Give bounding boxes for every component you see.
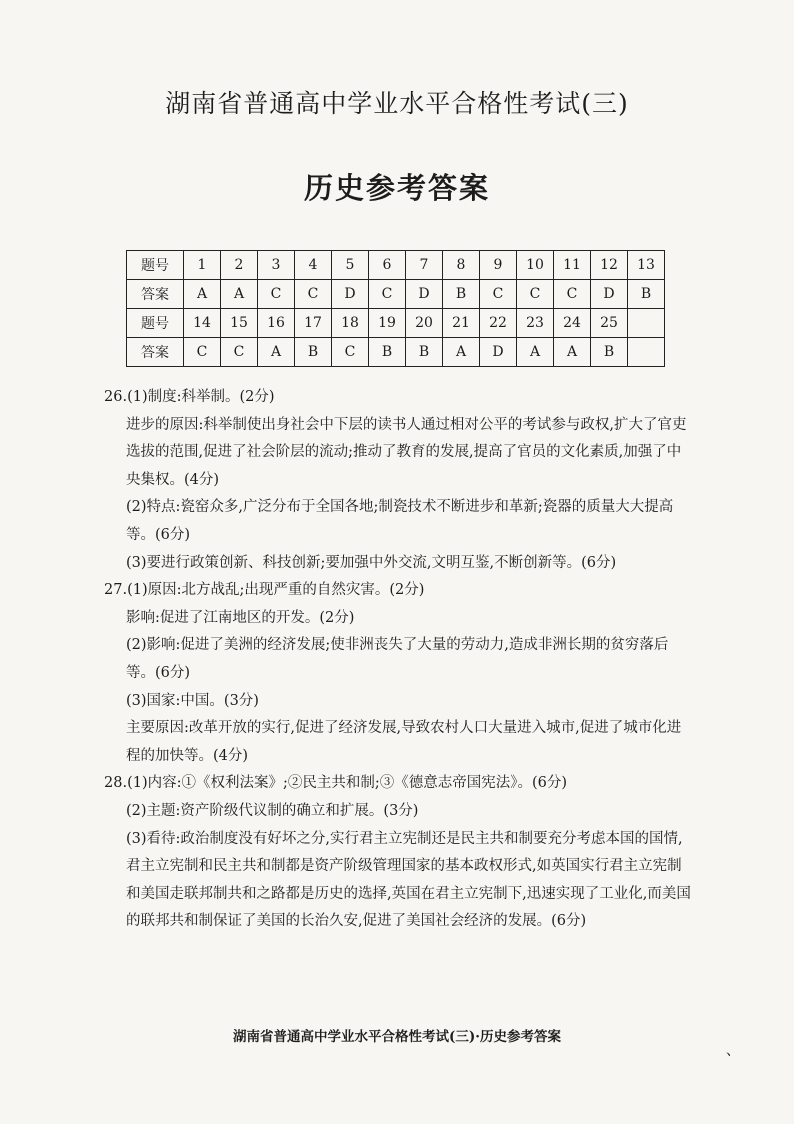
answer-text: 影响:促进了江南地区的开发。(2分) <box>126 609 355 626</box>
table-cell: B <box>406 338 443 367</box>
answer-paragraph <box>104 770 694 798</box>
table-cell: 4 <box>295 251 332 280</box>
answer-paragraph <box>126 826 694 936</box>
answer-paragraph <box>126 605 694 633</box>
answer-text: (1)制度:科举制。(2分) <box>127 389 275 405</box>
table-cell: B <box>369 338 406 367</box>
answer-paragraph <box>126 688 694 716</box>
table-cell: 15 <box>221 309 258 338</box>
question-block <box>104 577 694 770</box>
row-header: 答案 <box>127 338 184 367</box>
table-cell: C <box>295 280 332 309</box>
table-row <box>127 338 665 367</box>
table-cell: A <box>443 338 480 367</box>
table-cell: C <box>480 280 517 309</box>
answer-body <box>104 384 694 936</box>
table-cell: 2 <box>221 251 258 280</box>
table-cell: 19 <box>369 309 406 338</box>
table-cell: B <box>443 280 480 309</box>
table-cell: 5 <box>332 251 369 280</box>
table-cell: D <box>480 338 517 367</box>
table-cell: D <box>406 280 443 309</box>
table-cell: 21 <box>443 309 480 338</box>
exam-title: 湖南省普通高中学业水平合格性考试(三) <box>165 89 629 118</box>
table-cell: A <box>184 280 221 309</box>
page-footer: 湖南省普通高中学业水平合格性考试(三)·历史参考答案 <box>233 1029 561 1045</box>
answer-text: 主要原因:改革开放的实行,促进了经济发展,导致农村人口大量进入城市,促进了城市化进程的加快等。(4分) <box>126 720 682 764</box>
table-cell: 9 <box>480 251 517 280</box>
table-cell: 24 <box>554 309 591 338</box>
question-number: 27. <box>104 582 128 599</box>
table-cell: C <box>258 280 295 309</box>
answer-paragraph <box>126 494 694 549</box>
table-cell: C <box>332 338 369 367</box>
table-cell: 3 <box>258 251 295 280</box>
table-cell: A <box>517 338 554 367</box>
row-header: 题号 <box>127 251 184 280</box>
table-cell: B <box>295 338 332 367</box>
table-cell: 1 <box>184 251 221 280</box>
answer-text: (1)内容:①《权利法案》;②民主共和制;③《德意志帝国宪法》。(6分) <box>127 775 568 792</box>
table-cell: C <box>221 338 258 367</box>
question-block <box>104 384 694 577</box>
answer-paragraph <box>126 550 694 578</box>
table-row <box>127 280 665 309</box>
table-cell: B <box>591 338 628 367</box>
table-cell: C <box>517 280 554 309</box>
answer-paragraph <box>126 798 694 826</box>
table-cell: 12 <box>591 251 628 280</box>
answer-text: (3)看待:政治制度没有好坏之分,实行君主立宪制还是民主共和制要充分考虑本国的国情,君主立宪制和民主共和制都是资产阶级管理国家的基本政权形式,如英国实行君主立宪制和美国走联邦制共和之路都是历史的选择,英国在君主立宪制下,迅速实现了工业化,而美国的联邦共和制保证了美国的长治久安,促进了美国社会经济的发展。(6分) <box>126 830 691 930</box>
table-cell: 16 <box>258 309 295 338</box>
corner-mark: 、 <box>726 1043 740 1059</box>
table-cell: A <box>554 338 591 367</box>
answer-text: 进步的原因:科举制使出身社会中下层的读书人通过相对公平的考试参与政权,扩大了官吏选拔的范围,促进了社会阶层的流动;推动了教育的发展,提高了官员的文化素质,加强了中央集权。(4分) <box>126 416 687 488</box>
question-number: 28. <box>104 775 128 792</box>
table-cell: 6 <box>369 251 406 280</box>
table-cell: A <box>221 280 258 309</box>
answer-text: (2)影响:促进了美洲的经济发展;使非洲丧失了大量的劳动力,造成非洲长期的贫穷落后等。(6分) <box>126 637 669 681</box>
table-cell <box>628 338 665 367</box>
answer-key-table <box>126 250 665 367</box>
table-cell: 22 <box>480 309 517 338</box>
table-row <box>127 309 665 338</box>
table-cell: 7 <box>406 251 443 280</box>
answer-text: (1)原因:北方战乱;出现严重的自然灾害。(2分) <box>127 582 425 599</box>
table-cell: 10 <box>517 251 554 280</box>
table-cell: 20 <box>406 309 443 338</box>
row-header: 题号 <box>127 309 184 338</box>
question-block <box>104 770 694 936</box>
row-header: 答案 <box>127 280 184 309</box>
table-cell: 23 <box>517 309 554 338</box>
table-cell: B <box>628 280 665 309</box>
answer-text: (2)主题:资产阶级代议制的确立和扩展。(3分) <box>126 802 419 819</box>
table-cell: A <box>258 338 295 367</box>
answer-text: (2)特点:瓷窑众多,广泛分布于全国各地;制瓷技术不断进步和革新;瓷器的质量大大提高等。(6分) <box>126 499 674 543</box>
answer-paragraph <box>126 412 694 495</box>
table-cell: 18 <box>332 309 369 338</box>
answer-text: (3)国家:中国。(3分) <box>126 692 259 709</box>
table-cell: 14 <box>184 309 221 338</box>
table-cell: 25 <box>591 309 628 338</box>
answer-paragraph <box>104 384 694 412</box>
table-cell: 11 <box>554 251 591 280</box>
answer-paragraph <box>104 577 694 605</box>
table-cell: 13 <box>628 251 665 280</box>
table-cell <box>628 309 665 338</box>
table-cell: C <box>369 280 406 309</box>
table-row <box>127 251 665 280</box>
table-cell: C <box>554 280 591 309</box>
table-cell: D <box>591 280 628 309</box>
answer-text: (3)要进行政策创新、科技创新;要加强中外交流,文明互鉴,不断创新等。(6分) <box>126 554 617 571</box>
table-cell: D <box>332 280 369 309</box>
question-number: 26. <box>104 389 128 405</box>
table-cell: C <box>184 338 221 367</box>
table-cell: 8 <box>443 251 480 280</box>
subject-title: 历史参考答案 <box>303 171 490 205</box>
table-cell: 17 <box>295 309 332 338</box>
answer-paragraph <box>126 632 694 687</box>
answer-paragraph <box>126 715 694 770</box>
